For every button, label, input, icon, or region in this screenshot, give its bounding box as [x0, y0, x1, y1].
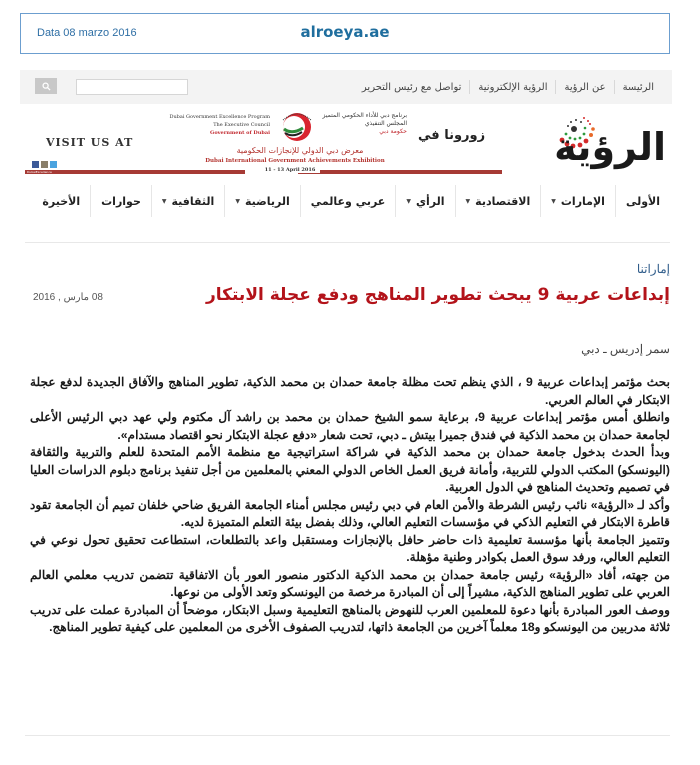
exhibition-banner[interactable] — [27, 108, 430, 178]
nav-item-label: الرياضية — [244, 194, 290, 208]
divider — [25, 242, 670, 243]
top-link-about[interactable]: عن الرؤية — [564, 81, 606, 93]
top-link-home[interactable]: الرئيسة — [622, 81, 654, 93]
article-author: سمر إدريس ـ دبي — [581, 342, 670, 356]
divider — [555, 80, 556, 94]
article-paragraph: من جهته، أفاد «الرؤية» رئيس جامعة حمدان بن محمد الذكية الدكتور منصور العور بأن الاتفاقية تتضمن تدريب معلمي العالم العربي على تطوير المناهج الذكية، مشيراً إلى أن المبادرة مرخصة من اليونسكو وتعد الأولى من نوعها. — [30, 567, 670, 599]
nav-item-label: عربي وعالمي — [310, 194, 386, 208]
logo-wordmark: الرؤية — [554, 125, 666, 169]
social-handle: DubaiExcellence — [27, 170, 52, 174]
chevron-down-icon: ▼ — [161, 197, 167, 205]
nav-item[interactable] — [395, 185, 454, 217]
visit-us-at-label: VISIT US AT — [46, 136, 134, 149]
article-paragraph: وتتميز الجامعة بأنها مؤسسة تعليمية ذات حاضر حافل بالإنجازات ومستقبل واعد بالتطلعات، استطاعت تحقيق تحول نوعي في التعليم العالي، ورفد سوق العمل بكوادر وطنية مؤهلة. — [30, 532, 670, 564]
nav-item[interactable] — [224, 185, 299, 217]
main-nav — [42, 185, 670, 217]
program-name-ar — [322, 112, 407, 136]
section-breadcrumb[interactable]: إماراتنا — [636, 262, 670, 276]
chevron-down-icon: ▼ — [465, 197, 471, 205]
program-line: حكومة دبي — [379, 128, 407, 135]
exhibition-dates: 11 - 13 April 2016 — [260, 167, 320, 173]
chevron-down-icon: ▼ — [406, 197, 411, 205]
nav-item-label: الأخيرة — [42, 194, 81, 208]
article-paragraph: ووصف العور المبادرة بأنها دعوة للمعلمين العرب للنهوض بالمناهج التعليمية وسبل الابتكار، موضحاً أن المبادرة عملت على تدريب ثلاثة مدربين من اليونسكو و18 معلماً آخرين من الجامعة ذاتها، لتدريب الصفوف الأخرى من المعلمين على كيفية تطوير المناهج. — [30, 602, 670, 634]
program-emblem-icon — [277, 110, 317, 144]
top-bar — [20, 70, 672, 104]
nav-item-label: الاقتصادية — [475, 194, 531, 208]
nav-item-label: الرأي — [415, 194, 445, 208]
site-name-link[interactable]: alroeya.ae — [300, 23, 390, 41]
banner-rule — [405, 170, 502, 174]
exhibition-name-ar: معرض دبي الدولي للإنجازات الحكومية — [236, 146, 364, 155]
search-icon — [42, 82, 51, 91]
header-date: Data 08 marzo 2016 — [37, 27, 137, 39]
twitter-icon[interactable] — [50, 161, 57, 168]
divider — [469, 80, 470, 94]
program-line: برنامج دبي للأداء الحكومي المتميز — [322, 112, 407, 119]
divider — [25, 735, 670, 736]
program-name-en — [150, 113, 270, 137]
nav-item[interactable] — [32, 185, 90, 217]
nav-item[interactable] — [300, 185, 396, 217]
article-title: إبداعات عربية 9 يبحث تطوير المناهج ودفع عجلة الابتكار — [205, 285, 670, 305]
nav-item[interactable] — [151, 185, 224, 217]
chevron-down-icon: ▼ — [551, 197, 556, 205]
top-link-contact-editor[interactable]: تواصل مع رئيس التحرير — [361, 81, 462, 93]
divider — [614, 80, 615, 94]
program-line: Government of Dubai — [210, 130, 270, 136]
top-links — [354, 70, 662, 104]
article-date: 08 مارس , 2016 — [33, 292, 103, 303]
site-header — [20, 13, 670, 54]
exhibition-name-en: Dubai International Government Achievements Exhibition — [205, 158, 385, 164]
program-line: Dubai Government Excellence Program — [169, 114, 270, 120]
social-icons — [32, 161, 57, 168]
facebook-icon[interactable] — [32, 161, 39, 168]
banner-rule — [25, 170, 245, 174]
program-line: The Executive Council — [213, 122, 270, 128]
nav-item-label: حوارات — [101, 194, 141, 208]
article-body — [30, 374, 670, 637]
article-paragraph: بحث مؤتمر إبداعات عربية 9 ، الذي ينظم تحت مظلة جامعة حمدان بن محمد الذكية، تطوير المناهج والآفاق الجديدة لدفع عجلة الابتكار في العالم العربي. — [30, 375, 670, 407]
search-input[interactable] — [76, 79, 188, 95]
article-paragraph: وبدأ الحدث بدخول جامعة حمدان بن محمد الذكية في شراكة استراتيجية مع منظمة الأمم المتحدة للعلم والتربية والثقافة (اليونسكو) المكتب الدولي للتربية، وأمانة فريق العمل الخاص الدولي المعني بالمعلمين من أجل تنفيذ برنامج دبلوم الدراسات العليا في تصميم وتحديث المناهج في الدول العربية. — [30, 445, 670, 494]
chevron-down-icon: ▼ — [235, 197, 240, 205]
site-logo[interactable] — [520, 108, 670, 178]
nav-item[interactable] — [540, 185, 615, 217]
top-link-e-edition[interactable]: الرؤية الإلكترونية — [478, 81, 548, 93]
nav-item-label: الإمارات — [560, 194, 605, 208]
search-button[interactable] — [35, 78, 57, 94]
nav-item[interactable] — [90, 185, 151, 217]
nav-item[interactable] — [455, 185, 541, 217]
visit-us-at-label-ar: زورونا في — [418, 128, 486, 143]
program-line: المجلس التنفيذي — [364, 120, 407, 127]
nav-item[interactable] — [615, 185, 670, 217]
article-paragraph: وانطلق أمس مؤتمر إبداعات عربية 9، برعاية سمو الشيخ حمدان بن محمد بن راشد آل مكتوم ولي عهد دبي الرئيس الأعلى لجامعة حمدان بن محمد الذكية في فندق جميرا بيتش ـ دبي، تحت شعار «دفع عجلة الابتكار نحو اقتصاد مستدام». — [30, 410, 670, 442]
article-paragraph: وأكد لـ «الرؤية» نائب رئيس الشرطة والأمن العام في دبي رئيس مجلس أمناء الجامعة الفريق ضاحي خلفان تميم أن الجامعة تقود قاطرة الابتكار في التعليم الذكي في مؤسسات التعليم العالي، وذلك بفضل بيئة التعلم المتميزة لديه. — [30, 497, 670, 529]
instagram-icon[interactable] — [41, 161, 48, 168]
nav-item-label: الثقافية — [171, 194, 215, 208]
nav-item-label: الأولى — [625, 194, 660, 208]
